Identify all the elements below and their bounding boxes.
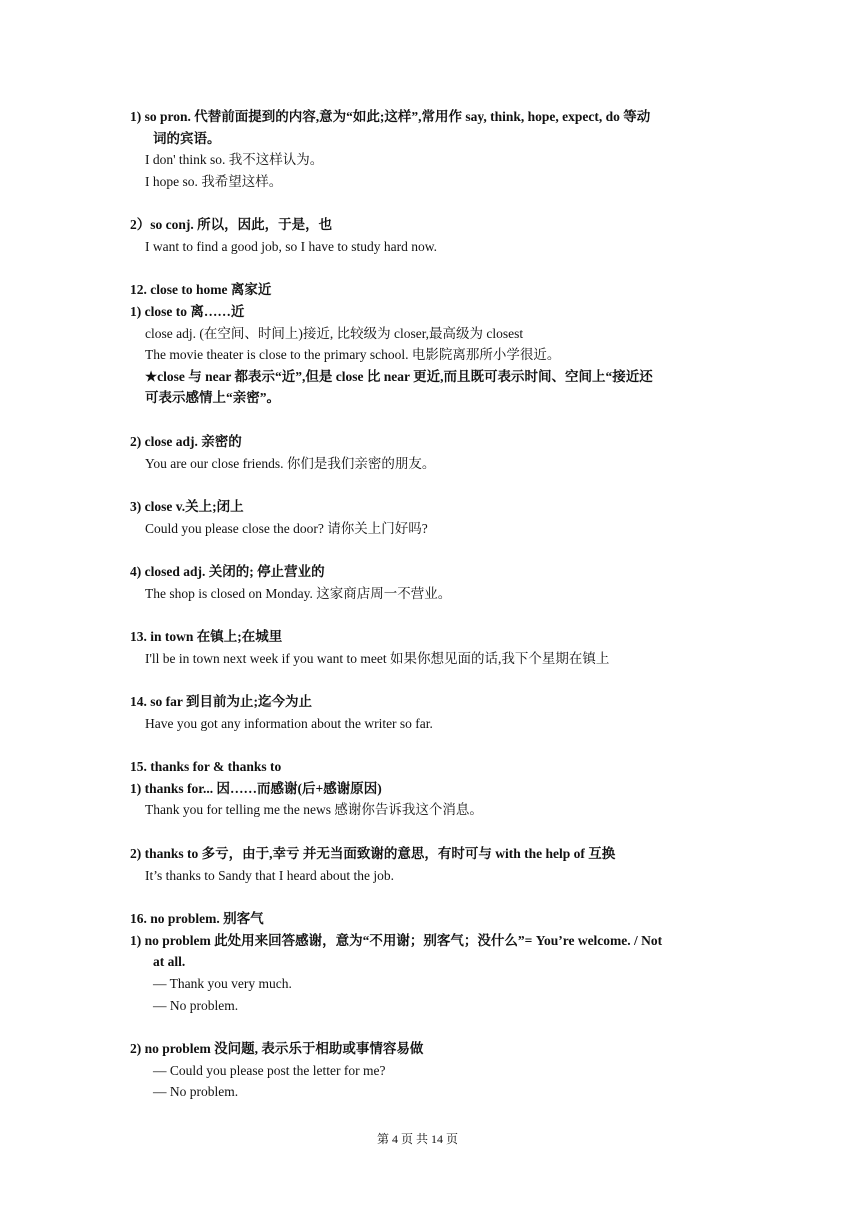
text-line: 1) thanks for... 因……而感谢(后+感谢原因) — [130, 781, 382, 796]
text-line: — Thank you very much. — [153, 976, 292, 991]
text-line: at all. — [153, 954, 186, 969]
text-line: It’s thanks to Sandy that I heard about the job. — [145, 868, 394, 883]
section-heading: 15. thanks for & thanks to — [130, 759, 282, 774]
text-line: close adj. (在空间、时间上)接近, 比较级为 closer,最高级为 closest — [145, 326, 524, 341]
text-line: — Could you please post the letter for me? — [153, 1063, 386, 1078]
section-heading: 16. no problem. 别客气 — [130, 911, 264, 926]
text-line: 1) close to 离……近 — [130, 304, 245, 319]
text-line: I'll be in town next week if you want to meet 如果你想见面的话,我下个星期在镇上 — [145, 651, 610, 666]
page-footer: 第 4 页 共 14 页 — [377, 1132, 459, 1146]
section-heading: 14. so far 到目前为止;迄今为止 — [130, 694, 312, 709]
text-line: Thank you for telling me the news 感谢你告诉我这个消息。 — [145, 802, 483, 817]
text-line: I hope so. 我希望这样。 — [145, 174, 283, 189]
text-line: 2) no problem 没问题, 表示乐于相助或事情容易做 — [130, 1041, 424, 1056]
section-heading: 12. close to home 离家近 — [130, 282, 272, 297]
text-line: ★close 与 near 都表示“近”,但是 close 比 near 更近,而且既可表示时间、空间上“接近还 — [145, 369, 653, 384]
section-heading: 13. in town 在镇上;在城里 — [130, 629, 283, 644]
text-line: 1) so pron. 代替前面提到的内容,意为“如此;这样”,常用作 say, think, hope, expect, do 等动 — [130, 109, 651, 124]
text-line: 3) close v.关上;闭上 — [130, 499, 244, 514]
text-line: 4) closed adj. 关闭的; 停止营业的 — [130, 564, 325, 579]
text-line: 词的宾语。 — [153, 131, 221, 146]
text-line: 1) no problem 此处用来回答感谢，意为“不用谢；别客气；没什么”= You’re welcome. / Not — [130, 933, 663, 948]
text-line: I don' think so. 我不这样认为。 — [145, 152, 324, 167]
text-line: The movie theater is close to the primary school. 电影院离那所小学很近。 — [145, 347, 561, 362]
text-line: Have you got any information about the writer so far. — [145, 716, 433, 731]
text-line: — No problem. — [153, 998, 239, 1013]
text-line: — No problem. — [153, 1084, 239, 1099]
text-line: I want to find a good job, so I have to study hard now. — [145, 239, 437, 254]
text-line: 可表示感情上“亲密”。 — [145, 390, 280, 405]
text-line: The shop is closed on Monday. 这家商店周一不营业。 — [145, 586, 452, 601]
text-line: 2）so conj. 所以，因此，于是，也 — [130, 217, 333, 232]
text-line: 2) close adj. 亲密的 — [130, 434, 242, 449]
text-line: Could you please close the door? 请你关上门好吗? — [145, 521, 428, 536]
text-line: You are our close friends. 你们是我们亲密的朋友。 — [145, 456, 436, 471]
text-line: 2) thanks to 多亏，由于,幸亏 并无当面致谢的意思，有时可与 with the help of 互换 — [130, 846, 616, 861]
